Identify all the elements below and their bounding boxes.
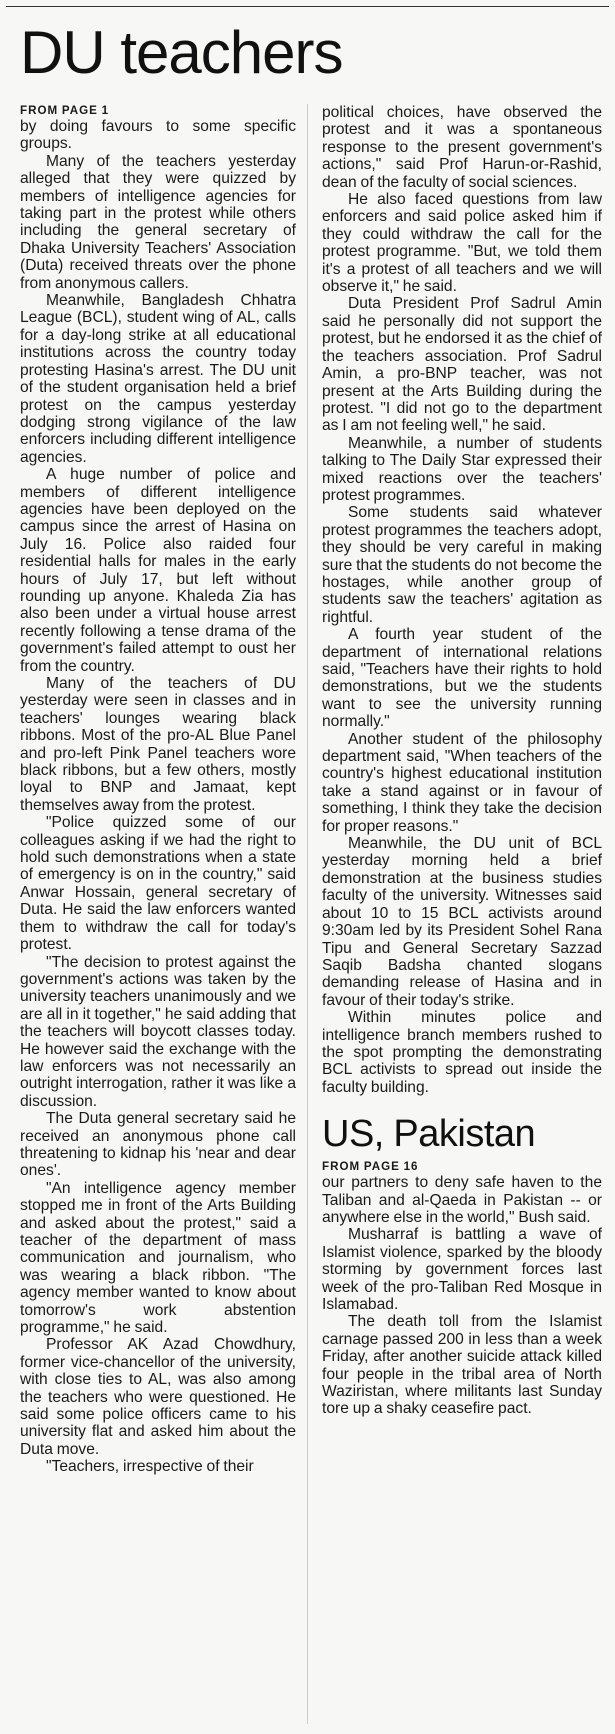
article-paragraph: by doing favours to some specific groups. [20, 118, 296, 153]
article-paragraph: Many of the teachers of DU yesterday were seen in classes and in teachers' lounges wearing black ribbons. Most of the pro-AL Blue Panel and pro-left Pink Panel teachers wore black ribbons, but a few others, mostly loyal to BNP and Jamaat, kept themselves away from the protest. [20, 675, 296, 814]
article-paragraph: Duta President Prof Sadrul Amin said he personally did not support the protest, but he endorsed it as the chief of the teachers association. Prof Sadrul Amin, a pro-BNP teacher, was not present at the Arts Building during the protest. "I did not go to the department as I am not feeling well," he said. [322, 295, 602, 435]
article-paragraph: "Police quizzed some of our colleagues asking if we had the right to hold such demonstrations when a state of emergency is on in the country," said Anwar Hossain, general secretary of Duta. He said the law enforcers wanted them to withdraw the call for today's protest. [20, 814, 296, 954]
article-paragraph: Meanwhile, Bangladesh Chhatra League (BCL), student wing of AL, calls for a day-long strike at all educational institutions across the country today protesting Hasina's arrest. The DU unit of the student organisation held a brief protest on the campus yesterday dodging strong vigilance of the law enforcers including different intelligence agencies. [20, 292, 296, 466]
article-paragraph: "An intelligence agency member stopped me in front of the Arts Building and asked about the protest," said a teacher of the department of mass communication and journalism, who was wearing a black ribbon. "The agency member wanted to know about tomorrow's work abstention programme," he said. [20, 1179, 296, 1337]
main-headline: DU teachers [20, 19, 343, 86]
article-paragraph: Within minutes police and intelligence branch members rushed to the spot prompting the demonstrating BCL activists to spread out inside the faculty building. [322, 1009, 602, 1096]
article-paragraph: Meanwhile, the DU unit of BCL yesterday morning held a brief demonstration at the business studies faculty of the university. Witnesses said about 10 to 15 BCL activists around 9:30am led by its President Sohel Rana Tipu and General Secretary Sazzad Saqib Badsha chanted slogans demanding release of Hasina and in favour of their today's strike. [322, 835, 602, 1009]
article-paragraph: Musharraf is battling a wave of Islamist violence, sparked by the bloody storming by government forces last week of the pro-Taliban Red Mosque in Islamabad. [322, 1226, 602, 1313]
article-paragraph: Another student of the philosophy department said, "When teachers of the country's highest educational institution take a stand against or in favour of something, I think they take the decision for proper reasons." [322, 730, 602, 835]
column-divider [307, 104, 308, 1724]
article-paragraph: The Duta general secretary said he received an anonymous phone call threatening to kidnap his 'near and dear ones'. [20, 1110, 296, 1180]
article-paragraph: A fourth year student of the department of international relations said, "Teachers have their rights to hold demonstrations, but we the students want to see the university running normally." [322, 626, 602, 731]
second-headline: US, Pakistan [322, 1113, 536, 1156]
article-paragraph: Some students said whatever protest programmes the teachers adopt, they should be very careful in making sure that the students do not become the hostages, while another group of students saw the teachers' agitation as rightful. [322, 504, 602, 626]
article-paragraph: Many of the teachers yesterday alleged that they were quizzed by members of intelligence agencies for taking part in the protest while others including the general secretary of Dhaka University Teachers' Association (Duta) received threats over the phone from anonymous callers. [20, 152, 296, 292]
article-paragraph: "The decision to protest against the government's actions was taken by the university teachers unanimously and we are all in it together," he said adding that the teachers will boycott classes today. He however said the exchange with the law enforcers was not necessarily an outright interrogation, rather it was like a discussion. [20, 953, 296, 1110]
article-paragraph: He also faced questions from law enforcers and said police asked him if they could withdraw the call for the protest programme. "But, we told them it's a protest of all teachers and we will observe it," he said. [322, 191, 602, 296]
article-paragraph: "Teachers, irrespective of their [46, 1458, 254, 1476]
article-paragraph: our partners to deny safe haven to the Taliban and al-Qaeda in Pakistan -- or anywhere else in the world," Bush said. [322, 1174, 602, 1226]
article-paragraph: political choices, have observed the protest and it was a spontaneous response to the present government's actions," said Prof Harun-or-Rashid, dean of the faculty of social sciences. [322, 104, 602, 191]
main-story-column-left [20, 104, 296, 1726]
article-paragraph: Meanwhile, a number of students talking to The Daily Star expressed their mixed reactions over the teachers' protest programmes. [322, 434, 602, 504]
article-paragraph: A huge number of police and members of different intelligence agencies have been deployed on the campus since the arrest of Hasina on July 16. Police also raided four residential halls for males in the early hours of July 17, but left without rounding up anyone. Khaleda Zia has also been under a virtual house arrest recently following a tense drama of the government's failed attempt to oust her from the country. [20, 466, 296, 675]
article-paragraph: Professor AK Azad Chowdhury, former vice-chancellor of the university, with close ties to AL, was also among the teachers who were questioned. He said some police officers came to his university flat and asked him about the Duta move. [20, 1336, 296, 1458]
top-rule [6, 6, 609, 7]
second-story-kicker: FROM PAGE 16 [322, 1160, 419, 1174]
main-story-kicker: FROM PAGE 1 [20, 104, 110, 117]
main-story-column-right [322, 104, 602, 1418]
article-paragraph: The death toll from the Islamist carnage passed 200 in less than a week Friday, after another suicide attack killed four people in the tribal area of North Waziristan, where militants last Sunday tore up a shaky ceasefire pact. [322, 1313, 602, 1418]
